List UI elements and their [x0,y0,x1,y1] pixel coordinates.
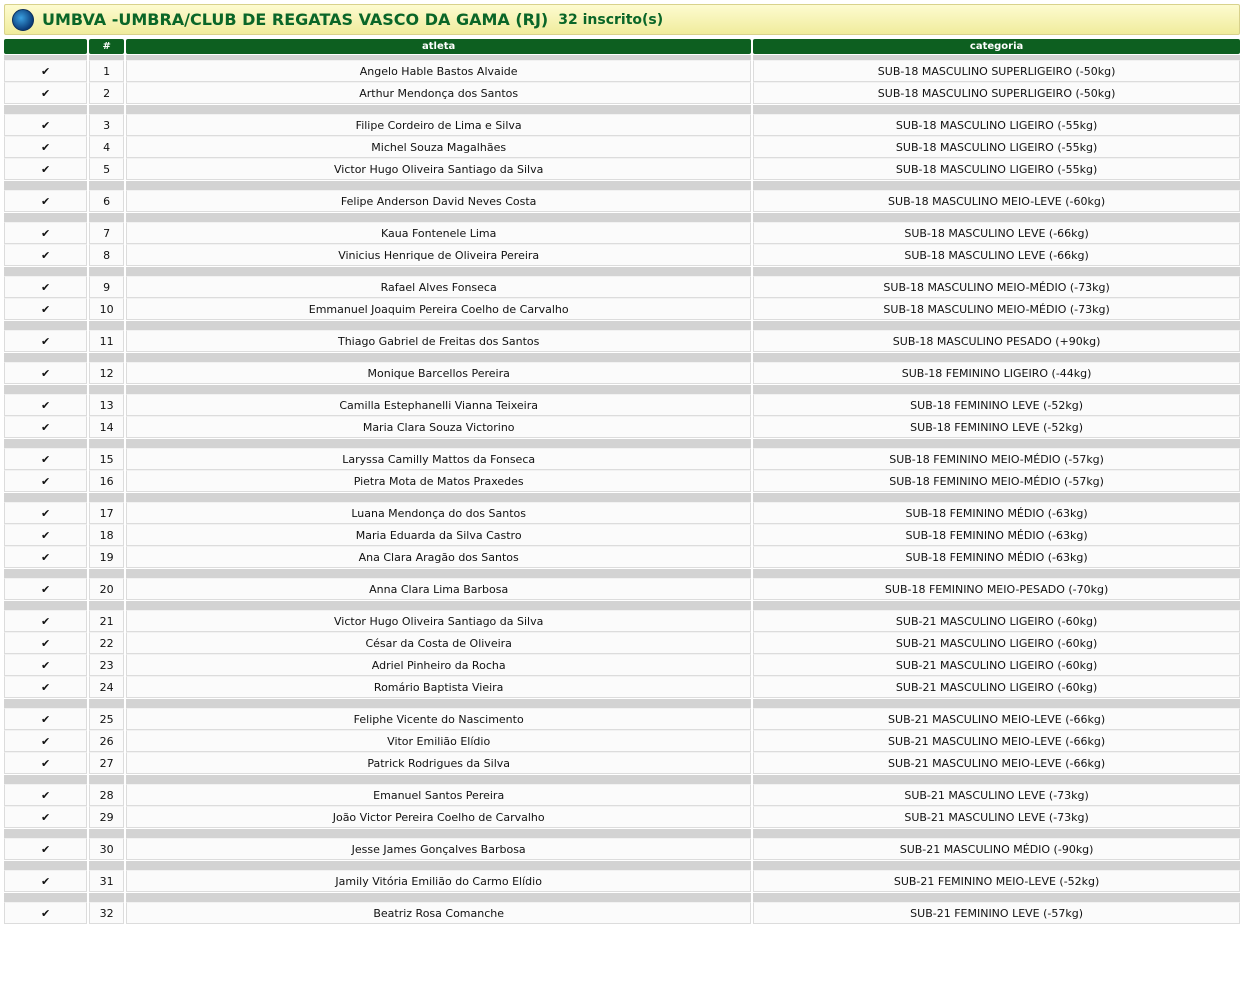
category-cell: SUB-18 MASCULINO LEVE (-66kg) [753,222,1240,244]
table-row [4,222,1240,244]
athlete-name-cell: Adriel Pinheiro da Rocha [126,654,751,676]
separator-cell [753,320,1240,330]
separator-cell [126,438,751,448]
table-row [4,654,1240,676]
status-cell [4,330,87,352]
status-cell [4,82,87,104]
number-cell: 11 [89,330,124,352]
athlete-name-cell: Romário Baptista Vieira [126,676,751,698]
category-cell: SUB-21 MASCULINO LEVE (-73kg) [753,784,1240,806]
table-row [4,632,1240,654]
category-cell: SUB-21 MASCULINO MÉDIO (-90kg) [753,838,1240,860]
status-cell [4,362,87,384]
separator-cell [89,892,124,902]
number-cell: 7 [89,222,124,244]
separator-cell [126,492,751,502]
number-cell: 1 [89,60,124,82]
athlete-name-cell: João Victor Pereira Coelho de Carvalho [126,806,751,828]
col-header-category: categoria [753,39,1240,54]
group-separator [4,352,1240,362]
athlete-name-cell: Patrick Rodrigues da Silva [126,752,751,774]
separator-cell [126,828,751,838]
athlete-name-cell: Victor Hugo Oliveira Santiago da Silva [126,158,751,180]
status-cell [4,784,87,806]
separator-cell [753,212,1240,222]
athlete-name-cell: Beatriz Rosa Comanche [126,902,751,924]
group-separator [4,828,1240,838]
number-cell: 8 [89,244,124,266]
separator-cell [4,492,87,502]
status-cell [4,114,87,136]
number-cell: 16 [89,470,124,492]
separator-cell [4,384,87,394]
number-cell: 19 [89,546,124,568]
athlete-name-cell: Vitor Emilião Elídio [126,730,751,752]
table-row [4,82,1240,104]
checkmark-icon: ✔ [40,842,51,856]
separator-cell [4,860,87,870]
checkmark-icon: ✔ [40,550,51,564]
checkmark-icon: ✔ [40,162,51,176]
group-separator [4,600,1240,610]
checkmark-icon: ✔ [40,64,51,78]
group-separator [4,180,1240,190]
separator-cell [126,320,751,330]
status-cell [4,838,87,860]
number-cell: 10 [89,298,124,320]
number-cell: 14 [89,416,124,438]
registrations-table [2,39,1242,924]
checkmark-icon: ✔ [40,788,51,802]
separator-cell [753,892,1240,902]
separator-cell [126,352,751,362]
separator-cell [126,104,751,114]
table-row [4,158,1240,180]
number-cell: 4 [89,136,124,158]
separator-cell [4,774,87,784]
athlete-name-cell: Michel Souza Magalhães [126,136,751,158]
table-row [4,902,1240,924]
status-cell [4,60,87,82]
checkmark-icon: ✔ [40,680,51,694]
separator-cell [4,438,87,448]
checkmark-icon: ✔ [40,712,51,726]
category-cell: SUB-21 MASCULINO LIGEIRO (-60kg) [753,632,1240,654]
table-row [4,60,1240,82]
table-row [4,136,1240,158]
separator-cell [126,568,751,578]
category-cell: SUB-18 FEMININO MÉDIO (-63kg) [753,524,1240,546]
table-row [4,676,1240,698]
status-cell [4,448,87,470]
status-cell [4,546,87,568]
status-cell [4,276,87,298]
separator-cell [89,492,124,502]
separator-cell [126,266,751,276]
separator-cell [753,352,1240,362]
checkmark-icon: ✔ [40,366,51,380]
category-cell: SUB-21 MASCULINO LIGEIRO (-60kg) [753,676,1240,698]
status-cell [4,610,87,632]
number-cell: 3 [89,114,124,136]
table-row [4,838,1240,860]
separator-cell [753,600,1240,610]
separator-cell [126,860,751,870]
category-cell: SUB-18 MASCULINO LIGEIRO (-55kg) [753,136,1240,158]
separator-cell [126,384,751,394]
athlete-name-cell: Victor Hugo Oliveira Santiago da Silva [126,610,751,632]
separator-cell [4,266,87,276]
separator-cell [4,698,87,708]
group-separator [4,774,1240,784]
athlete-name-cell: Thiago Gabriel de Freitas dos Santos [126,330,751,352]
athlete-name-cell: Kaua Fontenele Lima [126,222,751,244]
number-cell: 27 [89,752,124,774]
category-cell: SUB-18 FEMININO LEVE (-52kg) [753,416,1240,438]
number-cell: 5 [89,158,124,180]
status-cell [4,158,87,180]
separator-cell [4,568,87,578]
separator-cell [753,492,1240,502]
athlete-name-cell: César da Costa de Oliveira [126,632,751,654]
status-cell [4,136,87,158]
number-cell: 2 [89,82,124,104]
status-cell [4,870,87,892]
separator-cell [89,352,124,362]
separator-cell [89,104,124,114]
table-row [4,394,1240,416]
category-cell: SUB-18 FEMININO MEIO-PESADO (-70kg) [753,578,1240,600]
separator-cell [126,892,751,902]
checkmark-icon: ✔ [40,658,51,672]
category-cell: SUB-18 FEMININO MEIO-MÉDIO (-57kg) [753,448,1240,470]
checkmark-icon: ✔ [40,226,51,240]
separator-cell [753,568,1240,578]
number-cell: 9 [89,276,124,298]
number-cell: 15 [89,448,124,470]
number-cell: 17 [89,502,124,524]
separator-cell [4,180,87,190]
status-cell [4,298,87,320]
category-cell: SUB-18 MASCULINO LEVE (-66kg) [753,244,1240,266]
checkmark-icon: ✔ [40,280,51,294]
checkmark-icon: ✔ [40,756,51,770]
checkmark-icon: ✔ [40,582,51,596]
checkmark-icon: ✔ [40,118,51,132]
category-cell: SUB-18 MASCULINO MEIO-MÉDIO (-73kg) [753,276,1240,298]
checkmark-icon: ✔ [40,140,51,154]
separator-cell [89,828,124,838]
athlete-name-cell: Felipe Anderson David Neves Costa [126,190,751,212]
category-cell: SUB-21 MASCULINO LEVE (-73kg) [753,806,1240,828]
separator-cell [126,180,751,190]
table-row [4,578,1240,600]
separator-cell [89,600,124,610]
separator-cell [89,180,124,190]
athlete-name-cell: Jesse James Gonçalves Barbosa [126,838,751,860]
category-cell: SUB-18 FEMININO MÉDIO (-63kg) [753,502,1240,524]
category-cell: SUB-18 FEMININO MÉDIO (-63kg) [753,546,1240,568]
col-header-athlete: atleta [126,39,751,54]
status-cell [4,806,87,828]
table-row [4,546,1240,568]
table-row [4,362,1240,384]
checkmark-icon: ✔ [40,874,51,888]
status-cell [4,222,87,244]
table-row [4,276,1240,298]
separator-cell [89,438,124,448]
category-cell: SUB-18 MASCULINO LIGEIRO (-55kg) [753,114,1240,136]
status-cell [4,190,87,212]
category-cell: SUB-21 MASCULINO LIGEIRO (-60kg) [753,654,1240,676]
separator-cell [753,104,1240,114]
separator-cell [126,774,751,784]
checkmark-icon: ✔ [40,398,51,412]
athlete-name-cell: Anna Clara Lima Barbosa [126,578,751,600]
col-header-number: # [89,39,124,54]
number-cell: 32 [89,902,124,924]
status-cell [4,524,87,546]
table-row [4,470,1240,492]
table-row [4,502,1240,524]
checkmark-icon: ✔ [40,906,51,920]
separator-cell [126,698,751,708]
table-row [4,784,1240,806]
separator-cell [4,320,87,330]
table-body [4,54,1240,924]
group-separator [4,892,1240,902]
athlete-name-cell: Emanuel Santos Pereira [126,784,751,806]
group-separator [4,266,1240,276]
status-cell [4,708,87,730]
checkmark-icon: ✔ [40,474,51,488]
status-cell [4,752,87,774]
number-cell: 23 [89,654,124,676]
category-cell: SUB-21 MASCULINO MEIO-LEVE (-66kg) [753,708,1240,730]
checkmark-icon: ✔ [40,614,51,628]
number-cell: 18 [89,524,124,546]
table-row [4,244,1240,266]
category-cell: SUB-18 MASCULINO PESADO (+90kg) [753,330,1240,352]
athlete-name-cell: Ana Clara Aragão dos Santos [126,546,751,568]
group-separator [4,212,1240,222]
checkmark-icon: ✔ [40,248,51,262]
separator-cell [89,774,124,784]
number-cell: 25 [89,708,124,730]
checkmark-icon: ✔ [40,506,51,520]
separator-cell [753,774,1240,784]
athlete-name-cell: Pietra Mota de Matos Praxedes [126,470,751,492]
table-row [4,524,1240,546]
col-header-status [4,39,87,54]
category-cell: SUB-21 MASCULINO LIGEIRO (-60kg) [753,610,1240,632]
group-separator [4,438,1240,448]
checkmark-icon: ✔ [40,334,51,348]
category-cell: SUB-18 FEMININO LEVE (-52kg) [753,394,1240,416]
table-row [4,610,1240,632]
checkmark-icon: ✔ [40,302,51,316]
group-separator [4,384,1240,394]
group-separator [4,320,1240,330]
athlete-name-cell: Angelo Hable Bastos Alvaide [126,60,751,82]
table-row [4,870,1240,892]
separator-cell [753,860,1240,870]
category-cell: SUB-18 FEMININO MEIO-MÉDIO (-57kg) [753,470,1240,492]
athlete-name-cell: Emmanuel Joaquim Pereira Coelho de Carvalho [126,298,751,320]
number-cell: 24 [89,676,124,698]
separator-cell [753,180,1240,190]
table-row [4,190,1240,212]
separator-cell [753,438,1240,448]
category-cell: SUB-21 FEMININO LEVE (-57kg) [753,902,1240,924]
athlete-name-cell: Feliphe Vicente do Nascimento [126,708,751,730]
number-cell: 12 [89,362,124,384]
separator-cell [126,600,751,610]
status-cell [4,654,87,676]
registration-count: 32 inscrito(s) [558,11,664,28]
category-cell: SUB-21 FEMININO MEIO-LEVE (-52kg) [753,870,1240,892]
club-logo-icon [12,9,34,31]
athlete-name-cell: Camilla Estephanelli Vianna Teixeira [126,394,751,416]
checkmark-icon: ✔ [40,86,51,100]
separator-cell [4,104,87,114]
athlete-name-cell: Monique Barcellos Pereira [126,362,751,384]
table-row [4,708,1240,730]
group-separator [4,568,1240,578]
number-cell: 22 [89,632,124,654]
separator-cell [753,698,1240,708]
group-separator [4,492,1240,502]
separator-cell [753,384,1240,394]
group-separator [4,860,1240,870]
separator-cell [4,212,87,222]
separator-cell [753,828,1240,838]
athlete-name-cell: Maria Eduarda da Silva Castro [126,524,751,546]
separator-cell [4,352,87,362]
number-cell: 29 [89,806,124,828]
number-cell: 26 [89,730,124,752]
checkmark-icon: ✔ [40,420,51,434]
athlete-name-cell: Jamily Vitória Emilião do Carmo Elídio [126,870,751,892]
category-cell: SUB-21 MASCULINO MEIO-LEVE (-66kg) [753,752,1240,774]
separator-cell [4,892,87,902]
table-header-row [4,39,1240,54]
athlete-name-cell: Luana Mendonça do dos Santos [126,502,751,524]
table-row [4,752,1240,774]
category-cell: SUB-18 MASCULINO SUPERLIGEIRO (-50kg) [753,60,1240,82]
athlete-name-cell: Maria Clara Souza Victorino [126,416,751,438]
status-cell [4,394,87,416]
table-row [4,416,1240,438]
separator-cell [4,828,87,838]
status-cell [4,502,87,524]
table-row [4,806,1240,828]
status-cell [4,632,87,654]
table-row [4,330,1240,352]
separator-cell [89,212,124,222]
athlete-name-cell: Rafael Alves Fonseca [126,276,751,298]
status-cell [4,902,87,924]
checkmark-icon: ✔ [40,810,51,824]
separator-cell [89,266,124,276]
number-cell: 20 [89,578,124,600]
number-cell: 30 [89,838,124,860]
category-cell: SUB-21 MASCULINO MEIO-LEVE (-66kg) [753,730,1240,752]
number-cell: 21 [89,610,124,632]
group-separator [4,104,1240,114]
separator-cell [126,212,751,222]
status-cell [4,416,87,438]
table-row [4,114,1240,136]
number-cell: 31 [89,870,124,892]
status-cell [4,676,87,698]
status-cell [4,470,87,492]
separator-cell [89,698,124,708]
athlete-name-cell: Vinicius Henrique de Oliveira Pereira [126,244,751,266]
category-cell: SUB-18 MASCULINO SUPERLIGEIRO (-50kg) [753,82,1240,104]
athlete-name-cell: Arthur Mendonça dos Santos [126,82,751,104]
separator-cell [753,266,1240,276]
category-cell: SUB-18 MASCULINO MEIO-LEVE (-60kg) [753,190,1240,212]
separator-cell [4,600,87,610]
athlete-name-cell: Filipe Cordeiro de Lima e Silva [126,114,751,136]
table-row [4,730,1240,752]
number-cell: 6 [89,190,124,212]
club-title-bar [4,4,1240,35]
separator-cell [89,860,124,870]
category-cell: SUB-18 MASCULINO LIGEIRO (-55kg) [753,158,1240,180]
category-cell: SUB-18 FEMININO LIGEIRO (-44kg) [753,362,1240,384]
athlete-name-cell: Laryssa Camilly Mattos da Fonseca [126,448,751,470]
checkmark-icon: ✔ [40,734,51,748]
group-separator [4,698,1240,708]
checkmark-icon: ✔ [40,528,51,542]
checkmark-icon: ✔ [40,636,51,650]
separator-cell [89,320,124,330]
registrations-panel [4,4,1240,924]
separator-cell [89,568,124,578]
checkmark-icon: ✔ [40,194,51,208]
separator-cell [89,384,124,394]
club-name: UMBVA -UMBRA/CLUB DE REGATAS VASCO DA GAMA (RJ) [42,10,549,29]
table-row [4,298,1240,320]
category-cell: SUB-18 MASCULINO MEIO-MÉDIO (-73kg) [753,298,1240,320]
status-cell [4,244,87,266]
number-cell: 13 [89,394,124,416]
number-cell: 28 [89,784,124,806]
status-cell [4,578,87,600]
status-cell [4,730,87,752]
checkmark-icon: ✔ [40,452,51,466]
table-row [4,448,1240,470]
